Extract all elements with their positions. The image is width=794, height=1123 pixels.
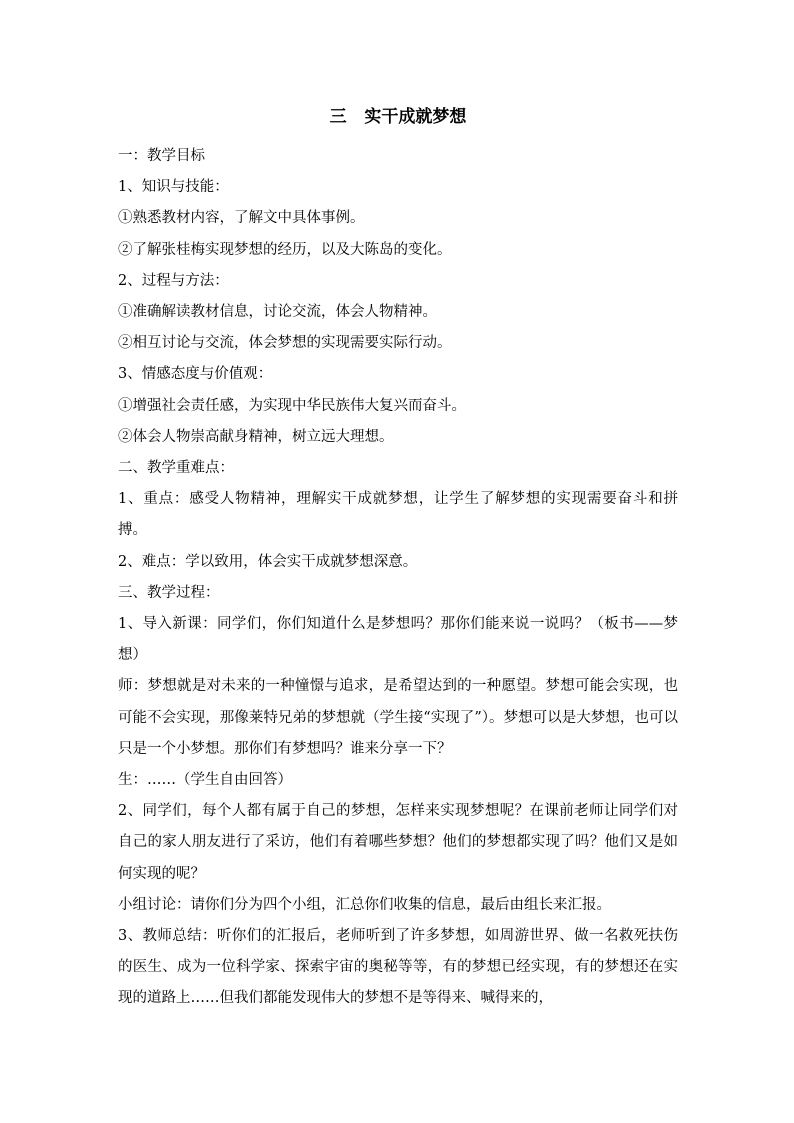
paragraph: ①熟悉教材内容，了解文中具体事例。 <box>118 210 365 227</box>
paragraph: 2、过程与方法： <box>118 272 229 289</box>
paragraph: 小组讨论：请你们分为四个小组，汇总你们收集的信息，最后由组长来汇报。 <box>118 896 611 913</box>
paragraph: 3、情感态度与价值观： <box>118 366 273 383</box>
paragraph: 一：教学目标 <box>118 148 205 164</box>
paragraph: ②体会人物崇高献身精神，树立远大理想。 <box>118 428 394 445</box>
paragraph: 2、难点：学以致用，体会实干成就梦想深意。 <box>118 553 418 570</box>
paragraph: 师：梦想就是对未来的一种憧憬与追求，是希望达到的一种愿望。梦想可能会实现，也可能不会实现，那像莱特兄弟的梦想就（学生接“实现了”）。梦想可以是大梦想，也可以只是一个小梦想。那你们有梦想吗？谁来分享一下？ <box>118 678 678 757</box>
document-title: 三 实干成就梦想 <box>329 107 467 127</box>
document-page <box>118 103 678 1015</box>
paragraph: 生：……（学生自由回答） <box>118 772 292 789</box>
paragraph: ②了解张桂梅实现梦想的经历，以及大陈岛的变化。 <box>118 241 452 258</box>
paragraph: ②相互讨论与交流，体会梦想的实现需要实际行动。 <box>118 335 452 352</box>
paragraph: 三、教学过程： <box>118 584 220 601</box>
paragraph: 二、教学重难点： <box>118 460 234 477</box>
paragraph: ①准确解读教材信息，讨论交流，体会人物精神。 <box>118 304 437 321</box>
paragraph: 1、重点：感受人物精神，理解实干成就梦想，让学生了解梦想的实现需要奋斗和拼搏。 <box>118 491 678 539</box>
paragraph: 3、教师总结：听你们的汇报后，老师听到了许多梦想，如周游世界、做一名救死扶伤的医生、成为一位科学家、探索宇宙的奥秘等等，有的梦想已经实现，有的梦想还在实现的道路上……但我们都能发现伟大的梦想不是等得来、喊得来的， <box>118 928 678 1007</box>
paragraph: 2、同学们，每个人都有属于自己的梦想，怎样来实现梦想呢？在课前老师让同学们对自己的家人朋友进行了采访，他们有着哪些梦想？他们的梦想都实现了吗？他们又是如何实现的呢？ <box>118 803 678 882</box>
paragraph: 1、知识与技能： <box>118 179 229 196</box>
paragraph: ①增强社会责任感，为实现中华民族伟大复兴而奋斗。 <box>118 397 466 414</box>
paragraph: 1、导入新课：同学们，你们知道什么是梦想吗？那你们能来说一说吗？（板书——梦想） <box>118 616 678 664</box>
